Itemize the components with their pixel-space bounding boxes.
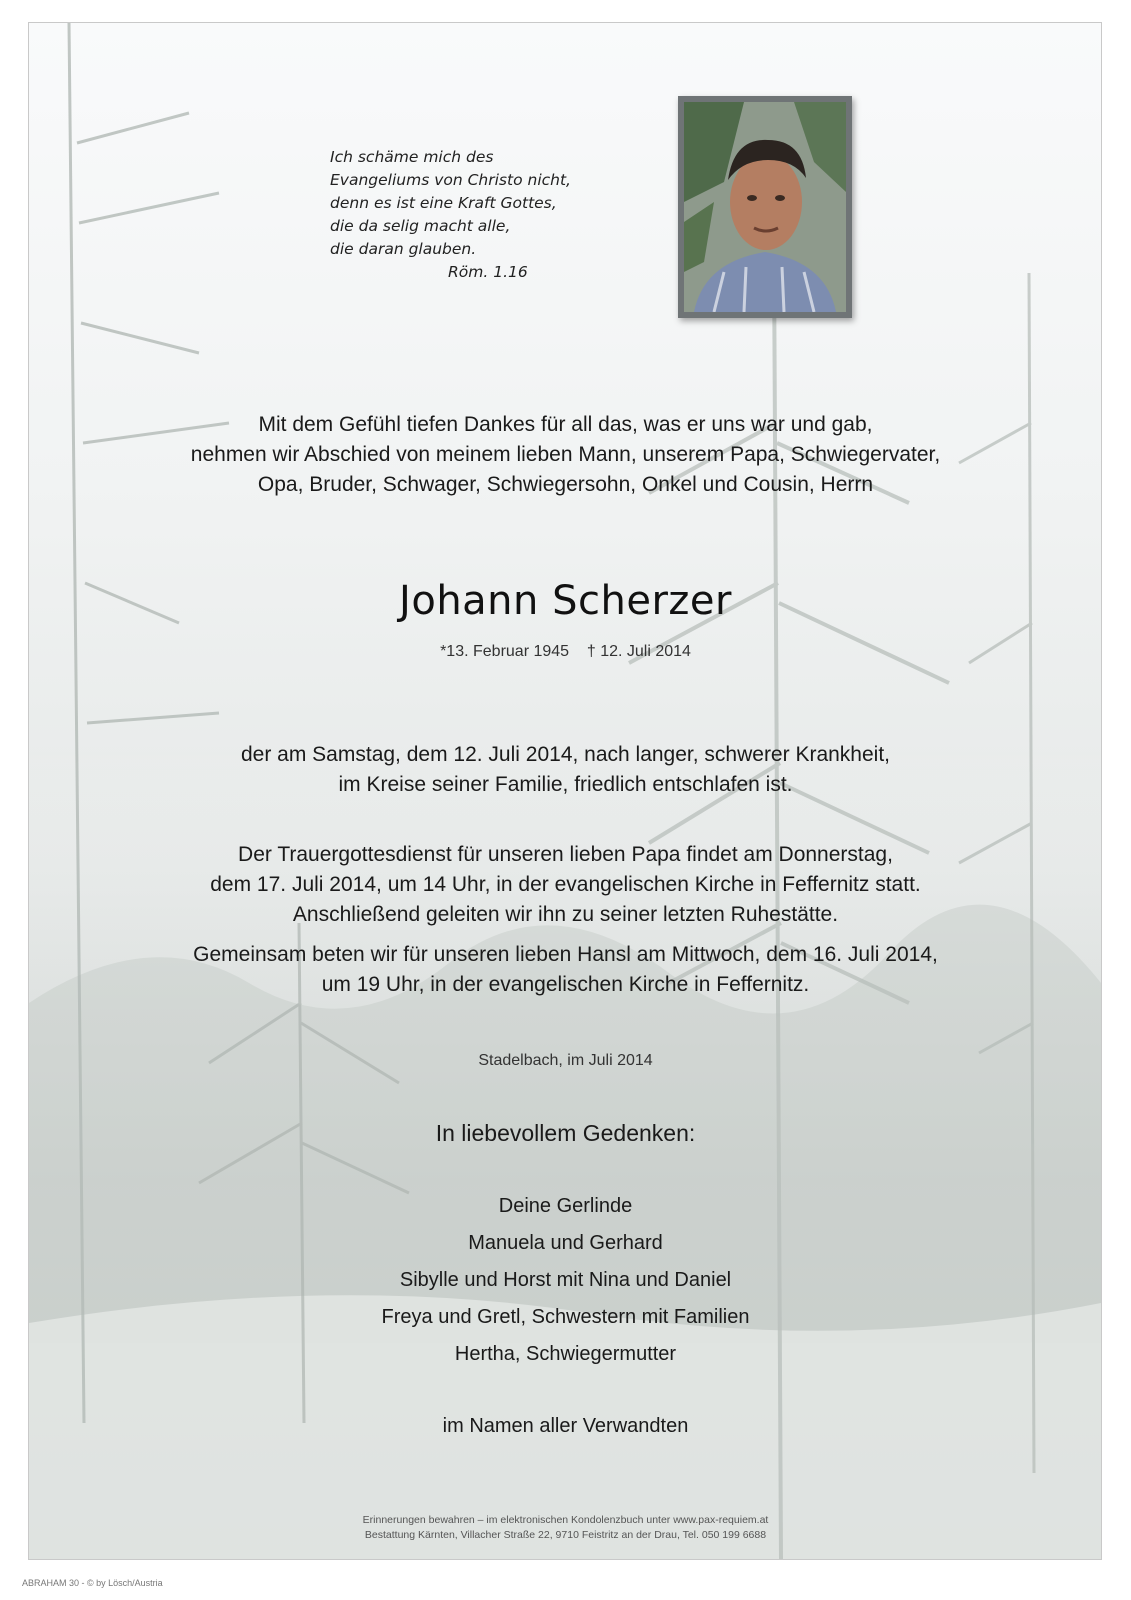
verse-line: Ich schäme mich des [330,148,494,166]
portrait-photo [684,102,846,312]
mourner: Freya und Gretl, Schwestern mit Familien [381,1306,750,1328]
mourner: Deine Gerlinde [498,1195,633,1217]
intro-text [0,410,1131,500]
template-credit: ABRAHAM 30 - © by Lösch/Austria [22,1578,163,1588]
footer-line: Erinnerungen bewahren – im elektronischen Kondolenzbuch unter www.pax-requiem.at [362,1514,769,1526]
intro-line: Opa, Bruder, Schwager, Schwiegersohn, Onkel und Cousin, Herrn [257,473,874,496]
paragraph-line: Der Trauergottesdienst für unseren lieben Papa findet am Donnerstag, [238,843,893,866]
intro-line: Mit dem Gefühl tiefen Dankes für all das, was er uns war und gab, [258,413,873,436]
memory-heading: In liebevollem Gedenken: [435,1120,696,1146]
verse-line: die da selig macht alle, [330,217,511,235]
mourners-list [0,1188,1131,1373]
deceased-name: Johann Scherzer [399,578,732,624]
funeral-service-paragraph [0,840,1131,930]
paragraph-line: im Kreise seiner Familie, friedlich entschlafen ist. [338,773,793,796]
paragraph-line: Gemeinsam beten wir für unseren lieben Hansl am Mittwoch, dem 16. Juli 2014, [193,943,938,966]
death-date: † 12. Juli 2014 [586,643,691,660]
birth-date: *13. Februar 1945 [440,643,570,660]
passing-paragraph [0,740,1131,800]
verse-line: Evangeliums von Christo nicht, [330,171,571,189]
verse-reference: Röm. 1.16 [448,263,528,281]
portrait-frame [678,96,852,318]
life-dates [0,643,1131,661]
prayer-paragraph [0,940,1131,1000]
footer-line: Bestattung Kärnten, Villacher Straße 22, 9710 Feistritz an der Drau, Tel. 050 199 6688 [364,1529,767,1541]
verse-line: die daran glauben. [330,240,477,258]
footer [0,1513,1131,1543]
verse-line: denn es ist eine Kraft Gottes, [330,194,557,212]
closing-line: im Namen aller Verwandten [442,1415,689,1437]
mourner: Manuela und Gerhard [468,1232,663,1254]
intro-line: nehmen wir Abschied von meinem lieben Mann, unserem Papa, Schwiegervater, [190,443,941,466]
place-date: Stadelbach, im Juli 2014 [478,1052,653,1069]
mourner: Sibylle und Horst mit Nina und Daniel [399,1269,732,1291]
bible-verse [330,146,590,284]
mourner: Hertha, Schwiegermutter [454,1343,677,1365]
paragraph-line: der am Samstag, dem 12. Juli 2014, nach langer, schwerer Krankheit, [240,743,890,766]
paragraph-line: um 19 Uhr, in der evangelischen Kirche in Feffernitz. [321,973,810,996]
paragraph-line: Anschließend geleiten wir ihn zu seiner letzten Ruhestätte. [292,903,839,926]
paragraph-line: dem 17. Juli 2014, um 14 Uhr, in der evangelischen Kirche in Feffernitz statt. [210,873,921,896]
